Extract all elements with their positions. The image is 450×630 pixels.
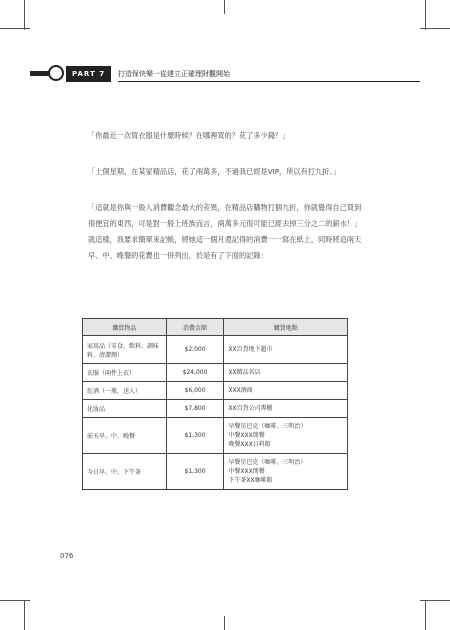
place-line: XX百貨公司專櫃: [228, 405, 273, 412]
amount-cell: $24,000: [166, 364, 224, 382]
crop-mark: [0, 600, 30, 601]
place-line: 中餐XXX簡餐: [228, 432, 265, 439]
place-line: 晚餐XXX日料館: [228, 441, 271, 448]
amount-cell: $2,000: [166, 336, 224, 364]
item-cell: 化妝品: [83, 400, 167, 418]
item-cell: 紅酒（一瓶，送人）: [83, 382, 167, 400]
crop-mark: [24, 0, 25, 30]
crop-mark: [425, 0, 426, 30]
place-line: 下午茶XX咖啡館: [228, 477, 273, 484]
column-header: 購買地點: [224, 319, 348, 336]
paragraph-1: 「你最近一次買衣服是什麼時候？在哪裡買的？花了多少錢？」: [88, 131, 290, 140]
crop-mark: [224, 0, 225, 14]
table-row: [83, 454, 348, 490]
amount-cell: $1,300: [166, 454, 224, 490]
table-header-row: [83, 319, 348, 336]
place-cell: [224, 454, 348, 490]
place-line: 早餐星巴克（咖啡、三明治）: [228, 423, 307, 430]
paragraph-2: 「上個星期，在某家精品店，花了兩萬多，不過我已經是VIP，所以有打九折。」: [88, 167, 341, 176]
place-cell: [224, 400, 348, 418]
column-header: 消費金額: [166, 319, 224, 336]
amount-cell: $7,800: [166, 400, 224, 418]
item-cell: 衣服（兩件上衣）: [83, 364, 167, 382]
item-cell: 今日早、中、下午茶: [83, 454, 167, 490]
header-rule: [118, 81, 420, 82]
crop-mark: [425, 600, 426, 630]
crop-mark: [224, 616, 225, 630]
place-line: 中餐XXX簡餐: [228, 468, 265, 475]
amount-cell: $6,000: [166, 382, 224, 400]
crop-mark: [420, 600, 450, 601]
place-line: 早餐星巴克（咖啡、三明治）: [228, 459, 307, 466]
table-row: [83, 364, 348, 382]
header-bar: [30, 71, 50, 76]
chapter-title: 打造保快樂一從建立正確理財觀開始: [118, 70, 230, 78]
item-cell: 前天早、中、晚餐: [83, 418, 167, 454]
amount-cell: $1,300: [166, 418, 224, 454]
place-line: XXX酒商: [228, 387, 253, 394]
place-cell: [224, 382, 348, 400]
crop-mark: [0, 28, 30, 29]
item-cell: 家用品（零食、飲料、調味料、清潔劑）: [83, 336, 167, 364]
purchase-table: [82, 318, 348, 490]
paragraph-3: 「這就是你與一般人消費觀念最大的差異，在精品店購物打個九折，你就覺得自己買到很便宜的東西，可是對一般上班族而言，兩萬多元很可能已經去掉三分之二的薪水！」就這樣，我要求簡單來記帳，將她這一個月還記得的消費一一寫在紙上，同時將這兩天早、中、晚餐的花費也一併列出，於是有了下面的記錄：: [88, 203, 362, 260]
header-circle-icon: [48, 65, 64, 81]
place-cell: [224, 336, 348, 364]
part-label: PART 7: [66, 66, 111, 82]
table-row: [83, 418, 348, 454]
place-line: XX百貨地下超市: [228, 346, 273, 353]
column-header: 購買物品: [83, 319, 167, 336]
table-row: [83, 400, 348, 418]
crop-mark: [24, 600, 25, 630]
page-number: 076: [60, 552, 74, 560]
place-line: XX精品名店: [228, 369, 261, 376]
place-cell: [224, 364, 348, 382]
table-row: [83, 336, 348, 364]
table-row: [83, 382, 348, 400]
running-header: [30, 65, 420, 83]
crop-mark: [420, 28, 450, 29]
place-cell: [224, 418, 348, 454]
